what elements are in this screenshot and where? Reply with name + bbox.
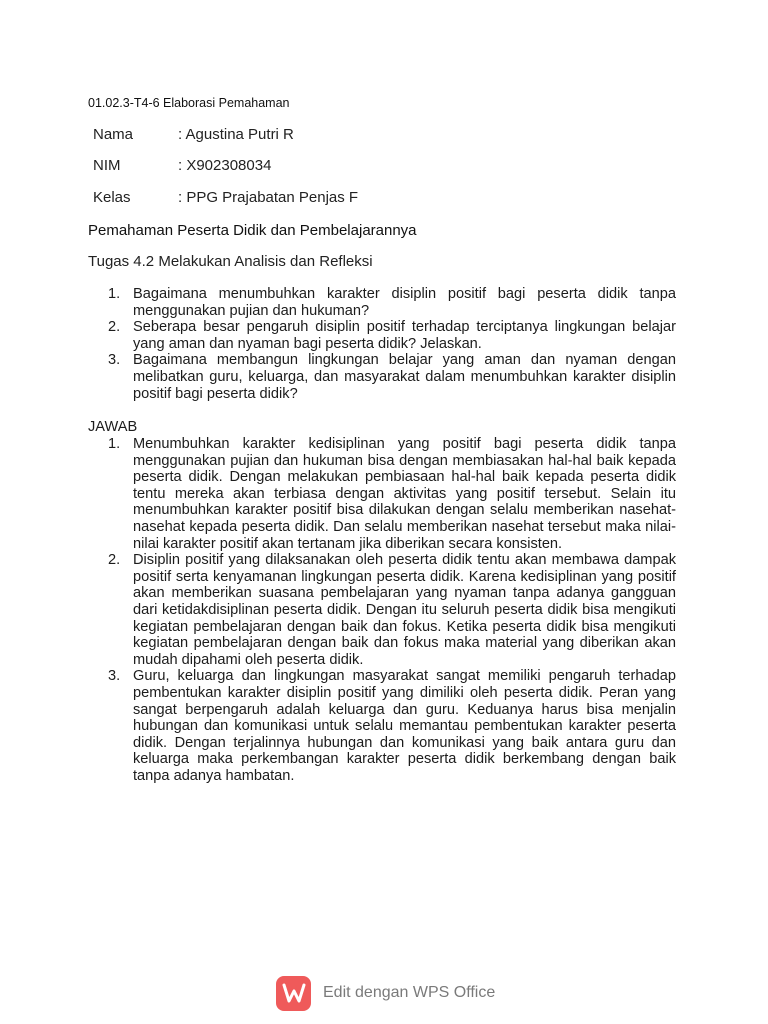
answer-list <box>88 436 676 784</box>
list-number: 3. <box>108 352 121 369</box>
info-label: NIM <box>93 157 121 174</box>
answer-text: Disiplin positif yang dilaksanakan oleh peserta didik tentu akan membawa dampak positif serta kenyamanan lingkungan peserta didik. Karena kedisiplinan yang positif akan memberikan suasana pembelajaran yang nyaman tanpa adanya gangguan dari ketidakdisiplinan peserta didik. Dengan itu seluruh peserta didik bisa mengikuti kegiatan pembelajaran dengan baik dan fokus. Ketika peserta didik bisa mengikuti kegiatan pembelajaran dengan baik dan fokus maka material yang diberikan akan mudah dipahami oleh peserta didik. <box>133 552 676 668</box>
answer-item <box>88 436 676 552</box>
info-label: Kelas <box>93 189 131 206</box>
info-value: : Agustina Putri R <box>178 126 294 143</box>
answer-item <box>88 668 676 784</box>
wps-edit-text[interactable]: Edit dengan WPS Office <box>323 984 496 1001</box>
info-value: : PPG Prajabatan Penjas F <box>178 189 359 206</box>
wps-w-logo-icon <box>276 976 311 1011</box>
question-item <box>88 352 676 402</box>
answer-text: Menumbuhkan karakter kedisiplinan yang positif bagi peserta didik tanpa menggunakan pujian dan hukuman bisa dengan membiasakan hal-hal baik kepada peserta didik. Dengan melakukan pembiasaan hal-hal baik kepada peserta didik tentu mereka akan terbiasa dengan aktivitas yang positif tersebut. Selain itu menumbuhkan karakter positif bisa dilakukan dengan selalu memberikan nasehat-nasehat kepada peserta didik. Dan selalu memberikan nasehat tersebut maka nilai-nilai karakter positif akan tertanam jika diberikan secara konsisten. <box>133 436 676 552</box>
answer-text: Guru, keluarga dan lingkungan masyarakat sangat memiliki pengaruh terhadap pembentukan karakter disiplin positif yang dimiliki oleh peserta didik. Peran yang sangat berpengaruh adalah keluarga dan guru. Keduanya harus bisa menjalin hubungan dan komunikasi untuk selalu memantau pembentukan karakter peserta didik. Dengan terjalinnya hubungan dan komunikasi yang baik antara guru dan keluarga maka perkembangan karakter peserta didik berkembang dengan baik tanpa adanya hambatan. <box>133 668 676 784</box>
question-item <box>88 286 676 319</box>
list-number: 2. <box>108 319 121 336</box>
wps-edit-banner[interactable] <box>276 975 495 1011</box>
list-number: 2. <box>108 552 121 569</box>
answer-item <box>88 552 676 668</box>
info-value: : X902308034 <box>178 157 272 174</box>
list-number: 1. <box>108 286 121 302</box>
question-text: Bagaimana membangun lingkungan belajar yang aman dan nyaman dengan melibatkan guru, keluarga, dan masyarakat dalam menumbuhkan karakter disiplin positif bagi peserta didik? <box>133 352 676 402</box>
info-label: Nama <box>93 126 134 143</box>
list-number: 1. <box>108 436 121 452</box>
list-number: 3. <box>108 668 121 685</box>
jawab-label: JAWAB <box>88 419 138 435</box>
question-text: Bagaimana menumbuhkan karakter disiplin positif bagi peserta didik tanpa menggunakan pujian dan hukuman? <box>133 286 676 319</box>
document-code-title: 01.02.3-T4-6 Elaborasi Pemahaman <box>88 96 290 110</box>
question-list <box>88 286 676 402</box>
task-title: Tugas 4.2 Melakukan Analisis dan Refleksi <box>88 253 373 270</box>
section-title: Pemahaman Peserta Didik dan Pembelajarannya <box>88 222 417 239</box>
question-item <box>88 319 676 352</box>
question-text: Seberapa besar pengaruh disiplin positif terhadap terciptanya lingkungan belajar yang aman dan nyaman bagi peserta didik? Jelaskan. <box>133 319 676 352</box>
